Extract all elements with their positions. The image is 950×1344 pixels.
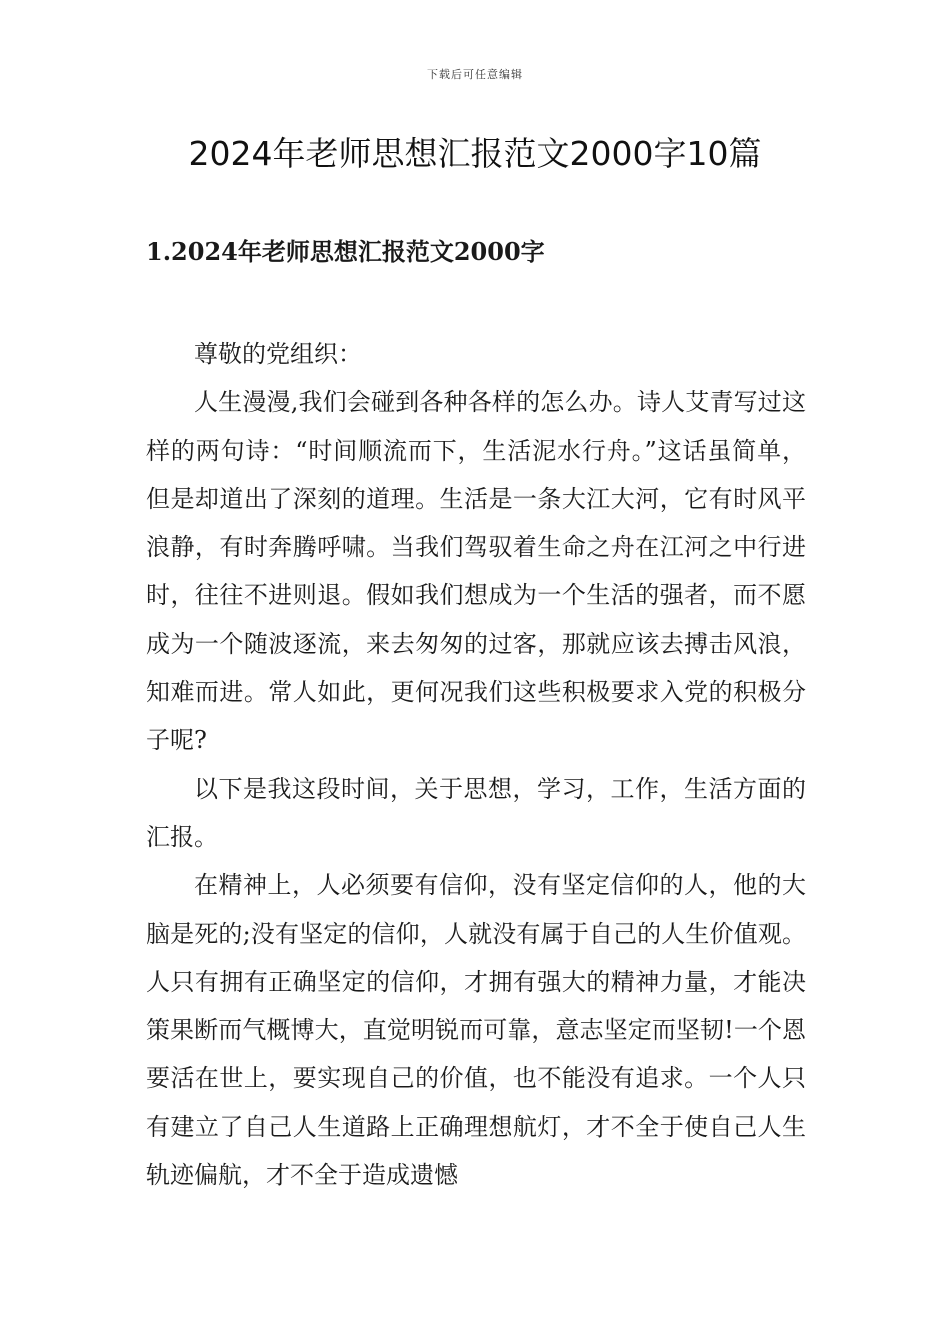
header-note: 下载后可任意编辑 [427,68,523,81]
document-title: 2024年老师思想汇报范文2000字10篇 [188,134,762,173]
paragraph: 在精神上，人必须要有信仰，没有坚定信仰的人，他的大脑是死的;没有坚定的信仰，人就没有属于自己的人生价值观。人只有拥有正确坚定的信仰，才拥有强大的精神力量，才能决策果断而气概博大，直觉明锐而可靠，意志坚定而坚韧!一个恩要活在世上，要实现自己的价值，也不能没有追求。一个人只有建立了自己人生道路上正确理想航灯，才不全于使自己人生轨迹偏航，才不全于造成遗憾 [146,871,806,1190]
salutation: 尊敬的党组织： [194,340,362,368]
document-body [146,330,806,1199]
paragraph: 人生漫漫,我们会碰到各种各样的怎么办。诗人艾青写过这样的两句诗：“时间顺流而下，生活泥水行舟。”这话虽简单，但是却道出了深刻的道理。生活是一条大江大河，它有时风平浪静，有时奔腾呼啸。当我们驾驭着生命之舟在江河之中行进时，往往不进则退。假如我们想成为一个生活的强者，而不愿成为一个随波逐流，来去匆匆的过客，那就应该去搏击风浪，知难而进。常人如此，更何况我们这些积极要求入党的积极分子呢? [146,388,806,755]
paragraph: 以下是我这段时间，关于思想，学习，工作，生活方面的汇报。 [146,774,806,851]
section-heading: 1.2024年老师思想汇报范文2000字 [146,237,545,266]
